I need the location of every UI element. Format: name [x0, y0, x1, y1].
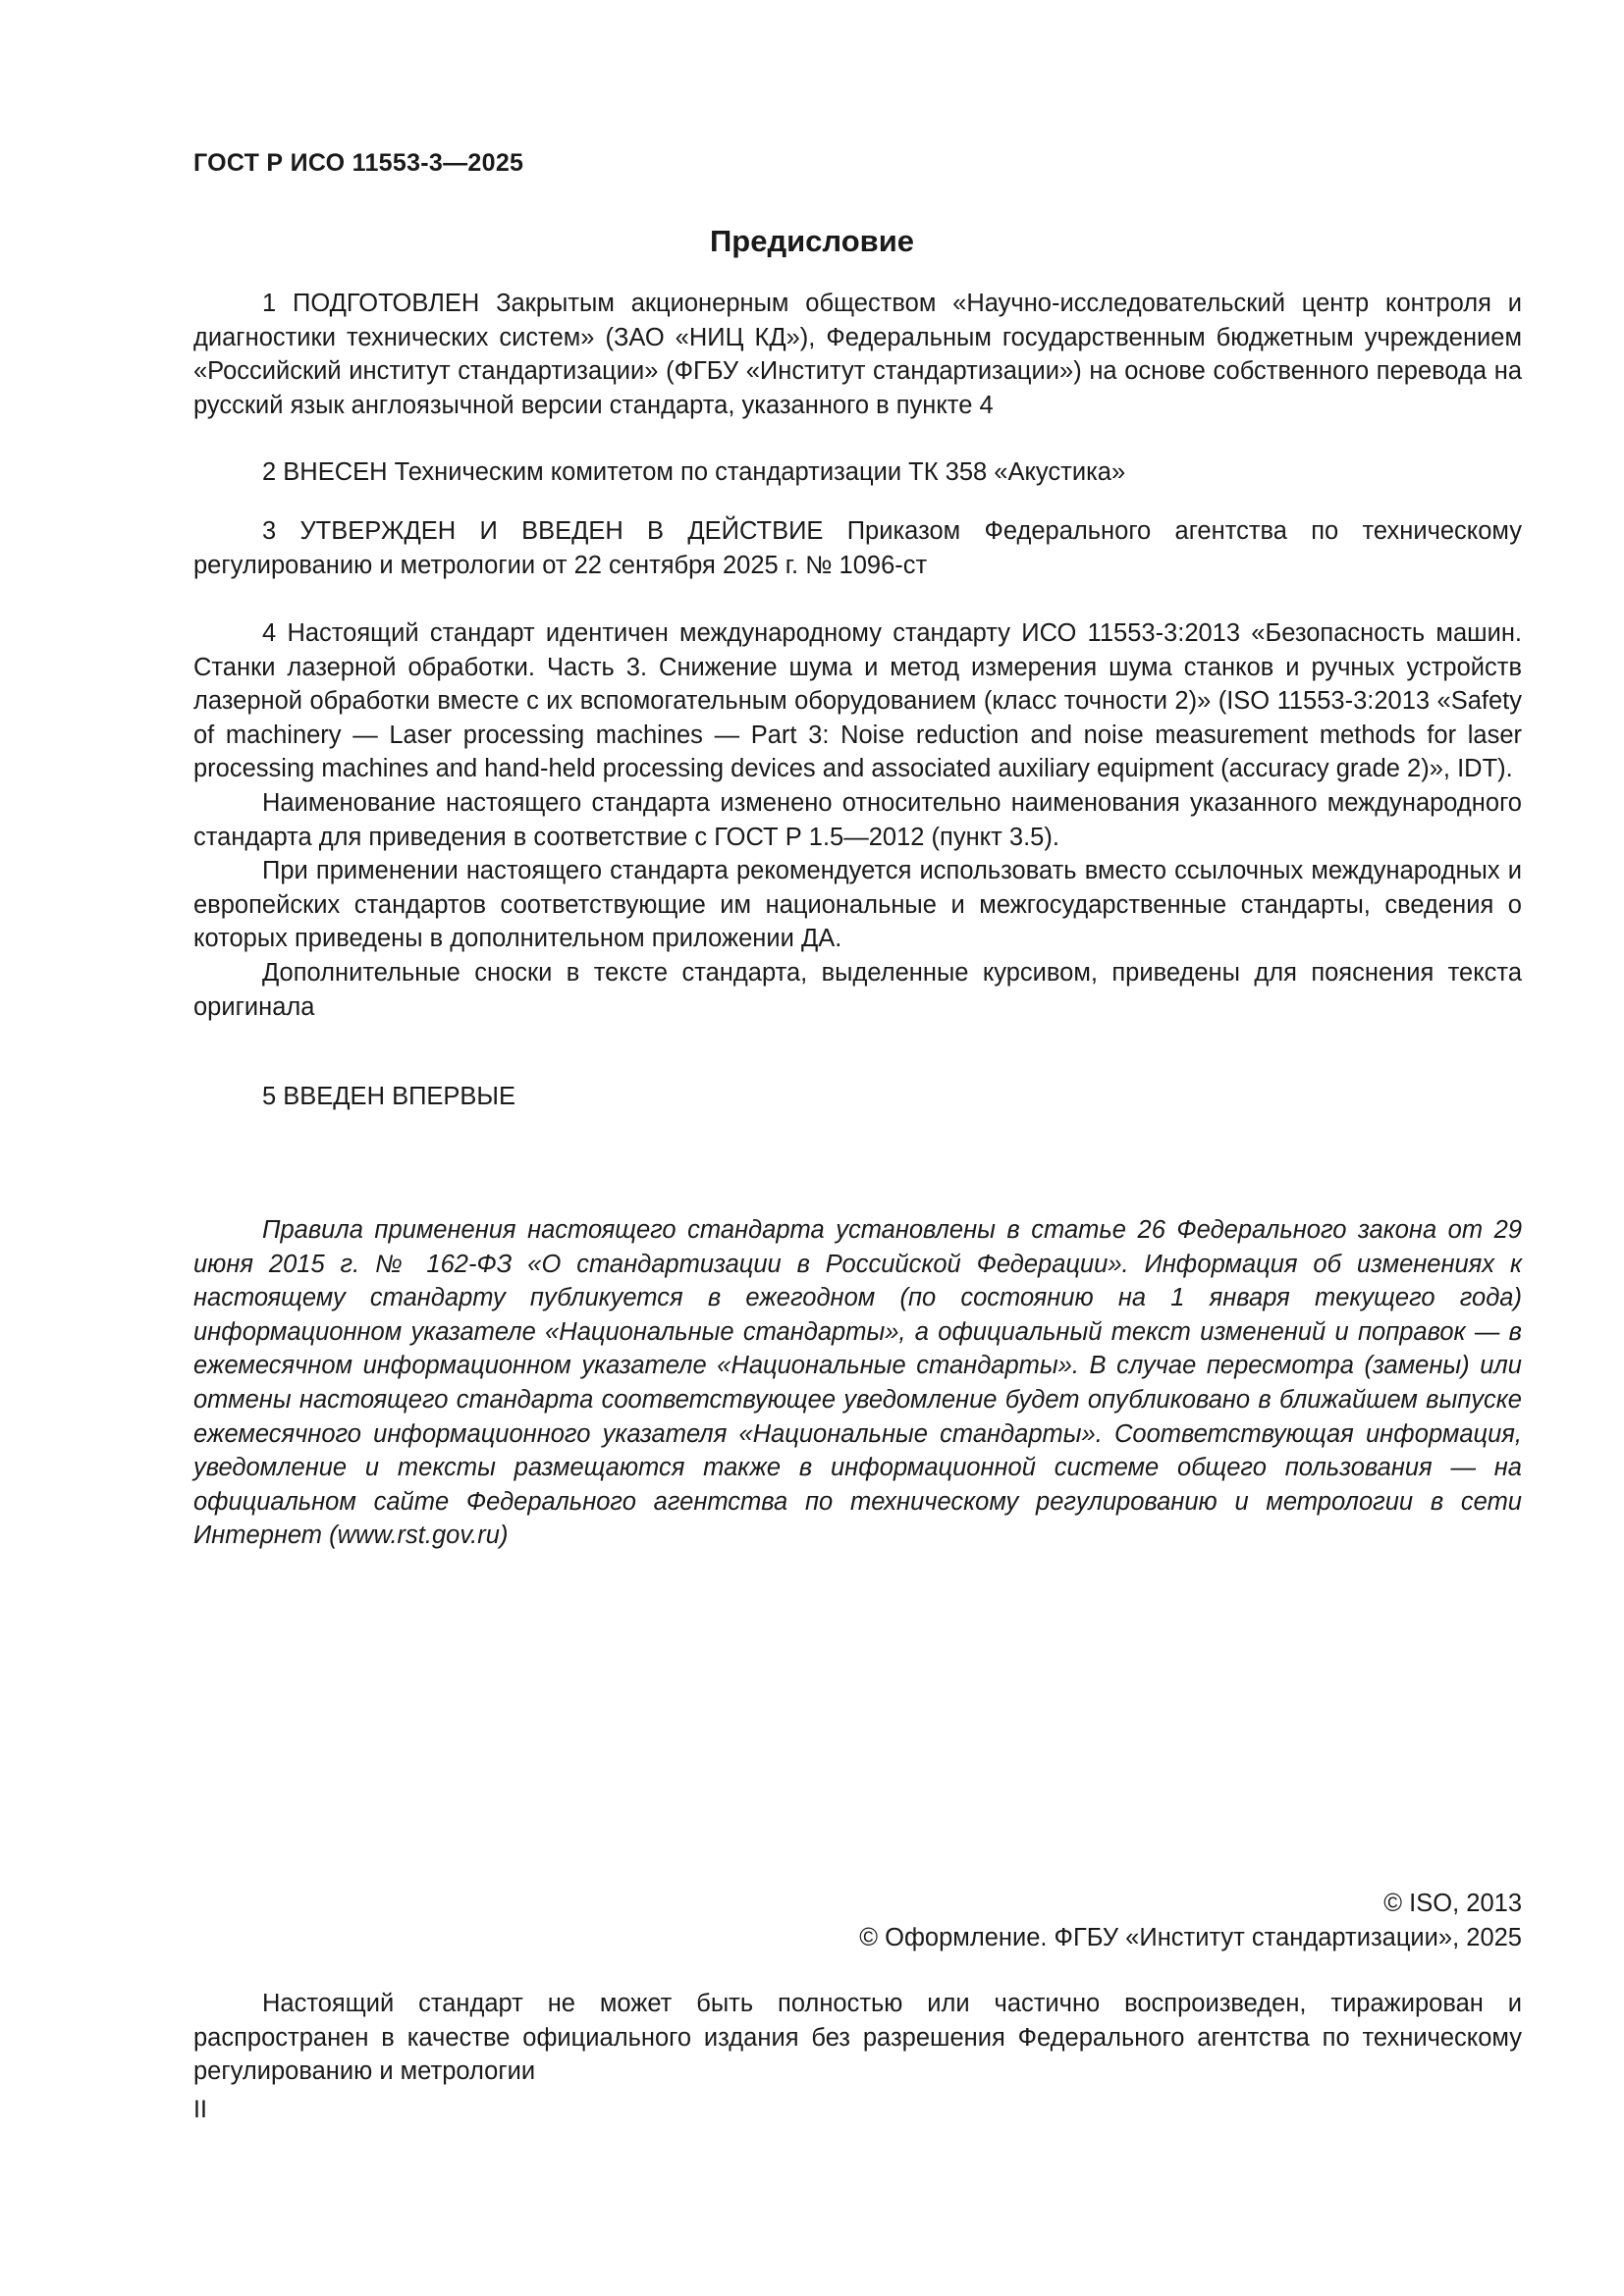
- copyright-iso: © ISO, 2013: [1383, 1890, 1522, 1917]
- section-4-paragraph-4: Дополнительные сноски в тексте стандарта, выделенные курсивом, приведены для пояснения текста оригинала: [193, 958, 1522, 1021]
- section-1-text: 1 ПОДГОТОВЛЕН Закрытым акционерным обществом «Научно-исследовательский центр контроля и диагностики технических систем» (ЗАО «НИЦ КД»), Федеральным государственным бюджетным учреждением «Российский институт стандартизации» (ФГБУ «Институт стандартизации») на основе собственного перевода на русский язык англоязычной версии стандарта, указанного в пункте 4: [193, 290, 1522, 419]
- reproduction-notice: [193, 1987, 1522, 2089]
- section-4: [193, 616, 1522, 1024]
- section-4-paragraph-1: 4 Настоящий стандарт идентичен международному стандарту ИСО 11553-3:2013 «Безопасность машин. Станки лазерной обработки. Часть 3. Снижение шума и метод измерения шума станков и ручных устройств лазерной обработки вместе с их вспомогательным оборудованием (класс точности 2)» (ISO 11553-3:2013 «Safety of machinery — Laser processing machines — Part 3: Noise reduction and noise measurement methods for laser processing machines and hand-held processing devices and associated auxiliary equipment (accuracy grade 2)», IDT).: [193, 619, 1522, 783]
- section-5: [193, 1080, 1522, 1114]
- page-number: II: [193, 2096, 207, 2123]
- section-2-text: 2 ВНЕСЕН Техническим комитетом по стандартизации ТК 358 «Акустика»: [262, 458, 1126, 486]
- document-id: ГОСТ Р ИСО 11553-3—2025: [193, 149, 524, 177]
- section-4-paragraph-2: Наименование настоящего стандарта изменено относительно наименования указанного международного стандарта для приведения в соответствие с ГОСТ Р 1.5—2012 (пункт 3.5).: [193, 788, 1522, 851]
- rules-notice-text: Правила применения настоящего стандарта установлены в статье 26 Федерального закона от 29 июня 2015 г. № 162-ФЗ «О стандартизации в Российской Федерации». Информация об изменениях к настоящему стандарту публикуется в ежегодном (по состоянию на 1 января текущего года) информационном указателе «Национальные стандарты», а официальный текст изменений и поправок — в ежемесячном информационном указателе «Национальные стандарты». В случае пересмотра (замены) или отмены настоящего стандарта соответствующее уведомление будет опубликовано в ближайшем выпуске ежемесячного информационного указателя «Национальные стандарты». Соответствующая информация, уведомление и тексты размещаются также в информационной системе общего пользования — на официальном сайте Федерального агентства по техническому регулированию и метрологии в сети Интернет (www.rst.gov.ru): [193, 1216, 1522, 1550]
- section-5-text: 5 ВВЕДЕН ВПЕРВЫЕ: [262, 1083, 516, 1110]
- section-1: [193, 287, 1522, 422]
- section-3: [193, 514, 1522, 582]
- rules-notice: [193, 1213, 1522, 1553]
- page-title: Предисловие: [709, 224, 914, 258]
- copyright-design: © Оформление. ФГБУ «Институт стандартизации», 2025: [859, 1923, 1522, 1951]
- copyright-block: [859, 1887, 1522, 1954]
- reproduction-notice-text: Настоящий стандарт не может быть полностью или частично воспроизведен, тиражирован и распространен в качестве официального издания без разрешения Федерального агентства по техническому регулированию и метрологии: [193, 1990, 1522, 2086]
- section-2: [193, 455, 1522, 490]
- section-3-text: 3 УТВЕРЖДЕН И ВВЕДЕН В ДЕЙСТВИЕ Приказом Федерального агентства по техническому регулированию и метрологии от 22 сентября 2025 г. № 1096-ст: [193, 517, 1522, 579]
- section-4-paragraph-3: При применении настоящего стандарта рекомендуется использовать вместо ссылочных международных и европейских стандартов соответствующие им национальные и межгосударственные стандарты, сведения о которых приведены в дополнительном приложении ДА.: [193, 857, 1522, 953]
